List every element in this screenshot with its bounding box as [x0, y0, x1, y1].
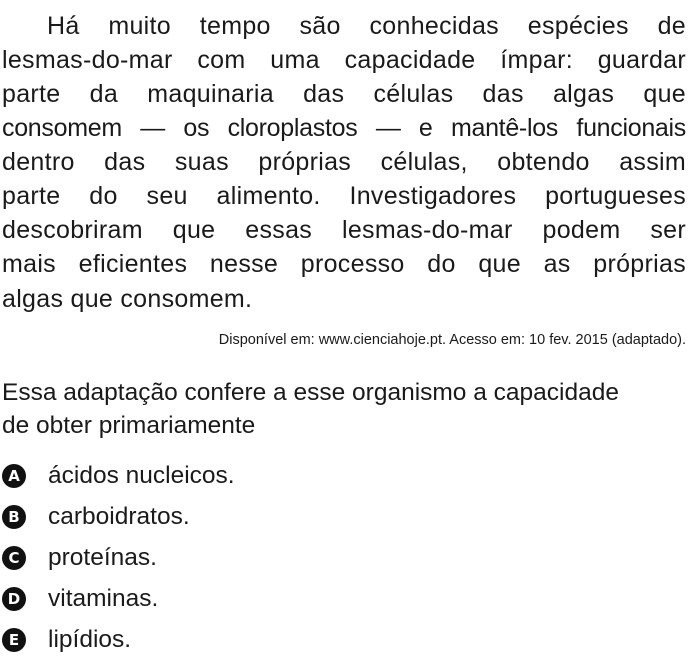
- passage-line: mais eficientes nesse processo do que as próprias: [2, 250, 686, 278]
- option-b-letter-badge: B: [2, 505, 26, 529]
- option-e-text: lipídios.: [48, 626, 132, 653]
- option-e[interactable]: [2, 624, 131, 656]
- passage-line: dentro das suas próprias células, obtendo assim: [2, 148, 686, 176]
- option-d-text: vitaminas.: [48, 585, 159, 612]
- option-a-text: ácidos nucleicos.: [48, 462, 235, 489]
- passage-line: lesmas-do-mar com uma capacidade ímpar: guardar: [2, 46, 686, 74]
- option-c[interactable]: [2, 542, 157, 574]
- option-d-letter-badge: D: [2, 587, 26, 611]
- source-citation: Disponível em: www.cienciahoje.pt. Acesso em: 10 fev. 2015 (adaptado).: [218, 332, 686, 348]
- passage-line: parte do seu alimento. Investigadores portugueses: [2, 182, 686, 210]
- option-a-letter-badge: A: [2, 464, 26, 488]
- option-d[interactable]: [2, 583, 158, 615]
- option-b[interactable]: [2, 501, 190, 533]
- passage-line: Há muito tempo são conhecidas espécies de: [47, 12, 686, 40]
- passage-line: parte da maquinaria das células das algas que: [2, 80, 686, 108]
- passage-line: algas que consomem.: [2, 285, 253, 313]
- option-c-text: proteínas.: [48, 544, 157, 571]
- passage-line: descobriram que essas lesmas-do-mar podem ser: [2, 216, 686, 244]
- question-line: Essa adaptação confere a esse organismo a capacidade: [2, 379, 619, 406]
- option-e-letter-badge: E: [2, 628, 26, 652]
- passage-line: consomem — os cloroplastos — e mantê-los funcionais: [2, 114, 686, 142]
- option-c-letter-badge: C: [2, 546, 26, 570]
- option-b-text: carboidratos.: [48, 503, 190, 530]
- option-a[interactable]: [2, 460, 235, 492]
- question-line: de obter primariamente: [2, 412, 256, 439]
